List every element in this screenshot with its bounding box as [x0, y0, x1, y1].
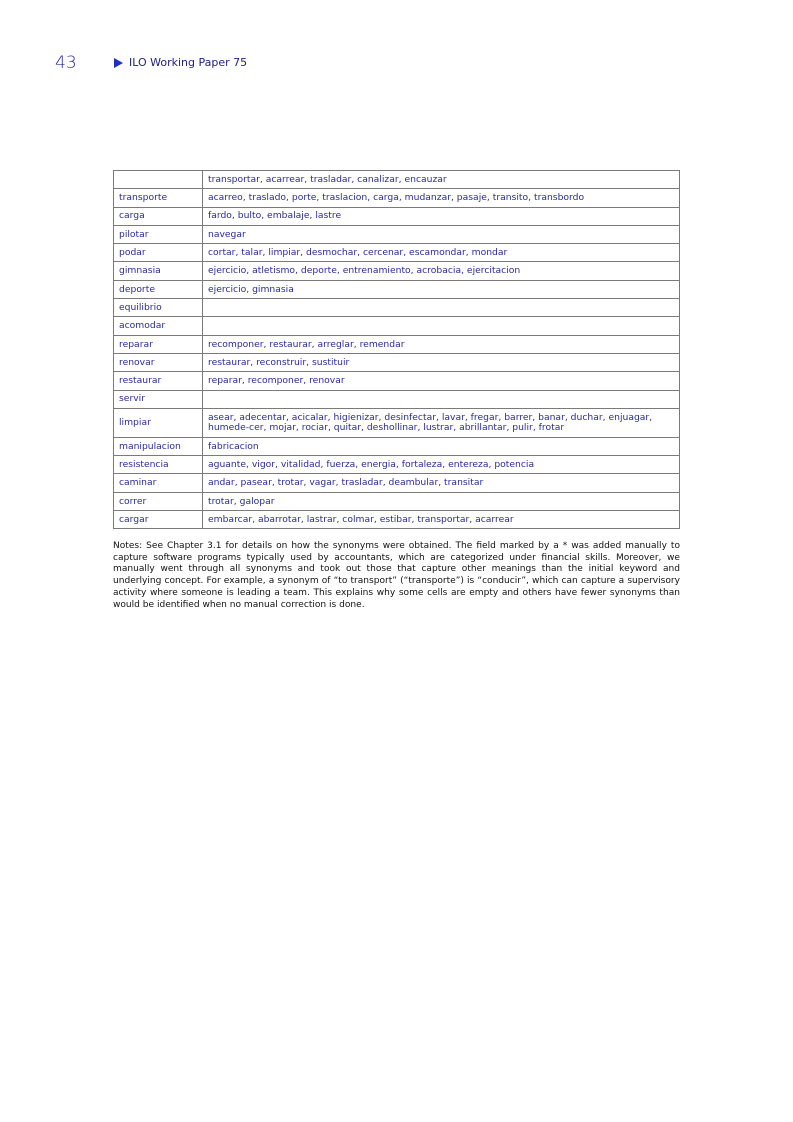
keyword-cell: servir	[114, 390, 203, 408]
table-row	[114, 511, 680, 529]
synonyms-cell	[203, 317, 680, 335]
table-row	[114, 474, 680, 492]
keyword-cell: gimnasia	[114, 262, 203, 280]
table-row	[114, 207, 680, 225]
keyword-cell: resistencia	[114, 456, 203, 474]
keyword-cell: renovar	[114, 353, 203, 371]
play-triangle-icon	[114, 58, 123, 68]
synonyms-cell	[203, 299, 680, 317]
page-number: 43	[55, 53, 77, 73]
synonyms-cell: transportar, acarrear, trasladar, canalizar, encauzar	[203, 171, 680, 189]
table-row	[114, 372, 680, 390]
table-row	[114, 317, 680, 335]
keyword-cell: reparar	[114, 335, 203, 353]
table-row	[114, 280, 680, 298]
table-row	[114, 171, 680, 189]
synonyms-cell: fardo, bulto, embalaje, lastre	[203, 207, 680, 225]
synonyms-cell: recomponer, restaurar, arreglar, remendar	[203, 335, 680, 353]
table-row	[114, 335, 680, 353]
keyword-cell	[114, 171, 203, 189]
synonyms-cell: embarcar, abarrotar, lastrar, colmar, estibar, transportar, acarrear	[203, 511, 680, 529]
keyword-cell: limpiar	[114, 408, 203, 437]
synonyms-cell: fabricacion	[203, 437, 680, 455]
keyword-cell: acomodar	[114, 317, 203, 335]
synonyms-cell: trotar, galopar	[203, 492, 680, 510]
table-row	[114, 262, 680, 280]
table-row	[114, 390, 680, 408]
synonyms-table	[113, 170, 680, 529]
synonyms-cell: cortar, talar, limpiar, desmochar, cercenar, escamondar, mondar	[203, 244, 680, 262]
table-row	[114, 299, 680, 317]
table-row	[114, 244, 680, 262]
synonyms-cell: reparar, recomponer, renovar	[203, 372, 680, 390]
keyword-cell: restaurar	[114, 372, 203, 390]
keyword-cell: equilibrio	[114, 299, 203, 317]
keyword-cell: transporte	[114, 189, 203, 207]
running-header	[114, 56, 247, 69]
keyword-cell: manipulacion	[114, 437, 203, 455]
keyword-cell: cargar	[114, 511, 203, 529]
synonyms-cell: acarreo, traslado, porte, traslacion, carga, mudanzar, pasaje, transito, transbordo	[203, 189, 680, 207]
synonyms-cell: asear, adecentar, acicalar, higienizar, desinfectar, lavar, fregar, barrer, banar, duchar, enjuagar, humede-cer, mojar, rociar, quitar, deshollinar, lustrar, abrillantar, pulir, frotar	[203, 408, 680, 437]
synonyms-cell: ejercicio, gimnasia	[203, 280, 680, 298]
keyword-cell: pilotar	[114, 225, 203, 243]
keyword-cell: deporte	[114, 280, 203, 298]
table-row	[114, 353, 680, 371]
synonyms-cell: ejercicio, atletismo, deporte, entrenamiento, acrobacia, ejercitacion	[203, 262, 680, 280]
table-row	[114, 225, 680, 243]
table-row	[114, 437, 680, 455]
synonyms-cell	[203, 390, 680, 408]
table-row	[114, 492, 680, 510]
table-row	[114, 408, 680, 437]
table-row	[114, 456, 680, 474]
keyword-cell: correr	[114, 492, 203, 510]
keyword-cell: caminar	[114, 474, 203, 492]
header-title: ILO Working Paper 75	[129, 56, 248, 69]
synonyms-cell: aguante, vigor, vitalidad, fuerza, energia, fortaleza, entereza, potencia	[203, 456, 680, 474]
synonyms-cell: andar, pasear, trotar, vagar, trasladar, deambular, transitar	[203, 474, 680, 492]
synonyms-cell: restaurar, reconstruir, sustituir	[203, 353, 680, 371]
keyword-cell: podar	[114, 244, 203, 262]
table-notes: Notes: See Chapter 3.1 for details on how the synonyms were obtained. The field marked by a * was added manually to capture software programs typically used by accountants, which are categorized under financial skills. Moreover, we manually went through all synonyms and took out those that capture other meanings than the initial keyword and underlying concept. For example, a synonym of “to transport” (“transporte”) is “conducir”, which can capture a supervisory activity where someone is leading a team. This explains why some cells are empty and others have fewer synonyms than would be identified when no manual correction is done.	[113, 541, 680, 610]
synonyms-cell: navegar	[203, 225, 680, 243]
table-row	[114, 189, 680, 207]
keyword-cell: carga	[114, 207, 203, 225]
